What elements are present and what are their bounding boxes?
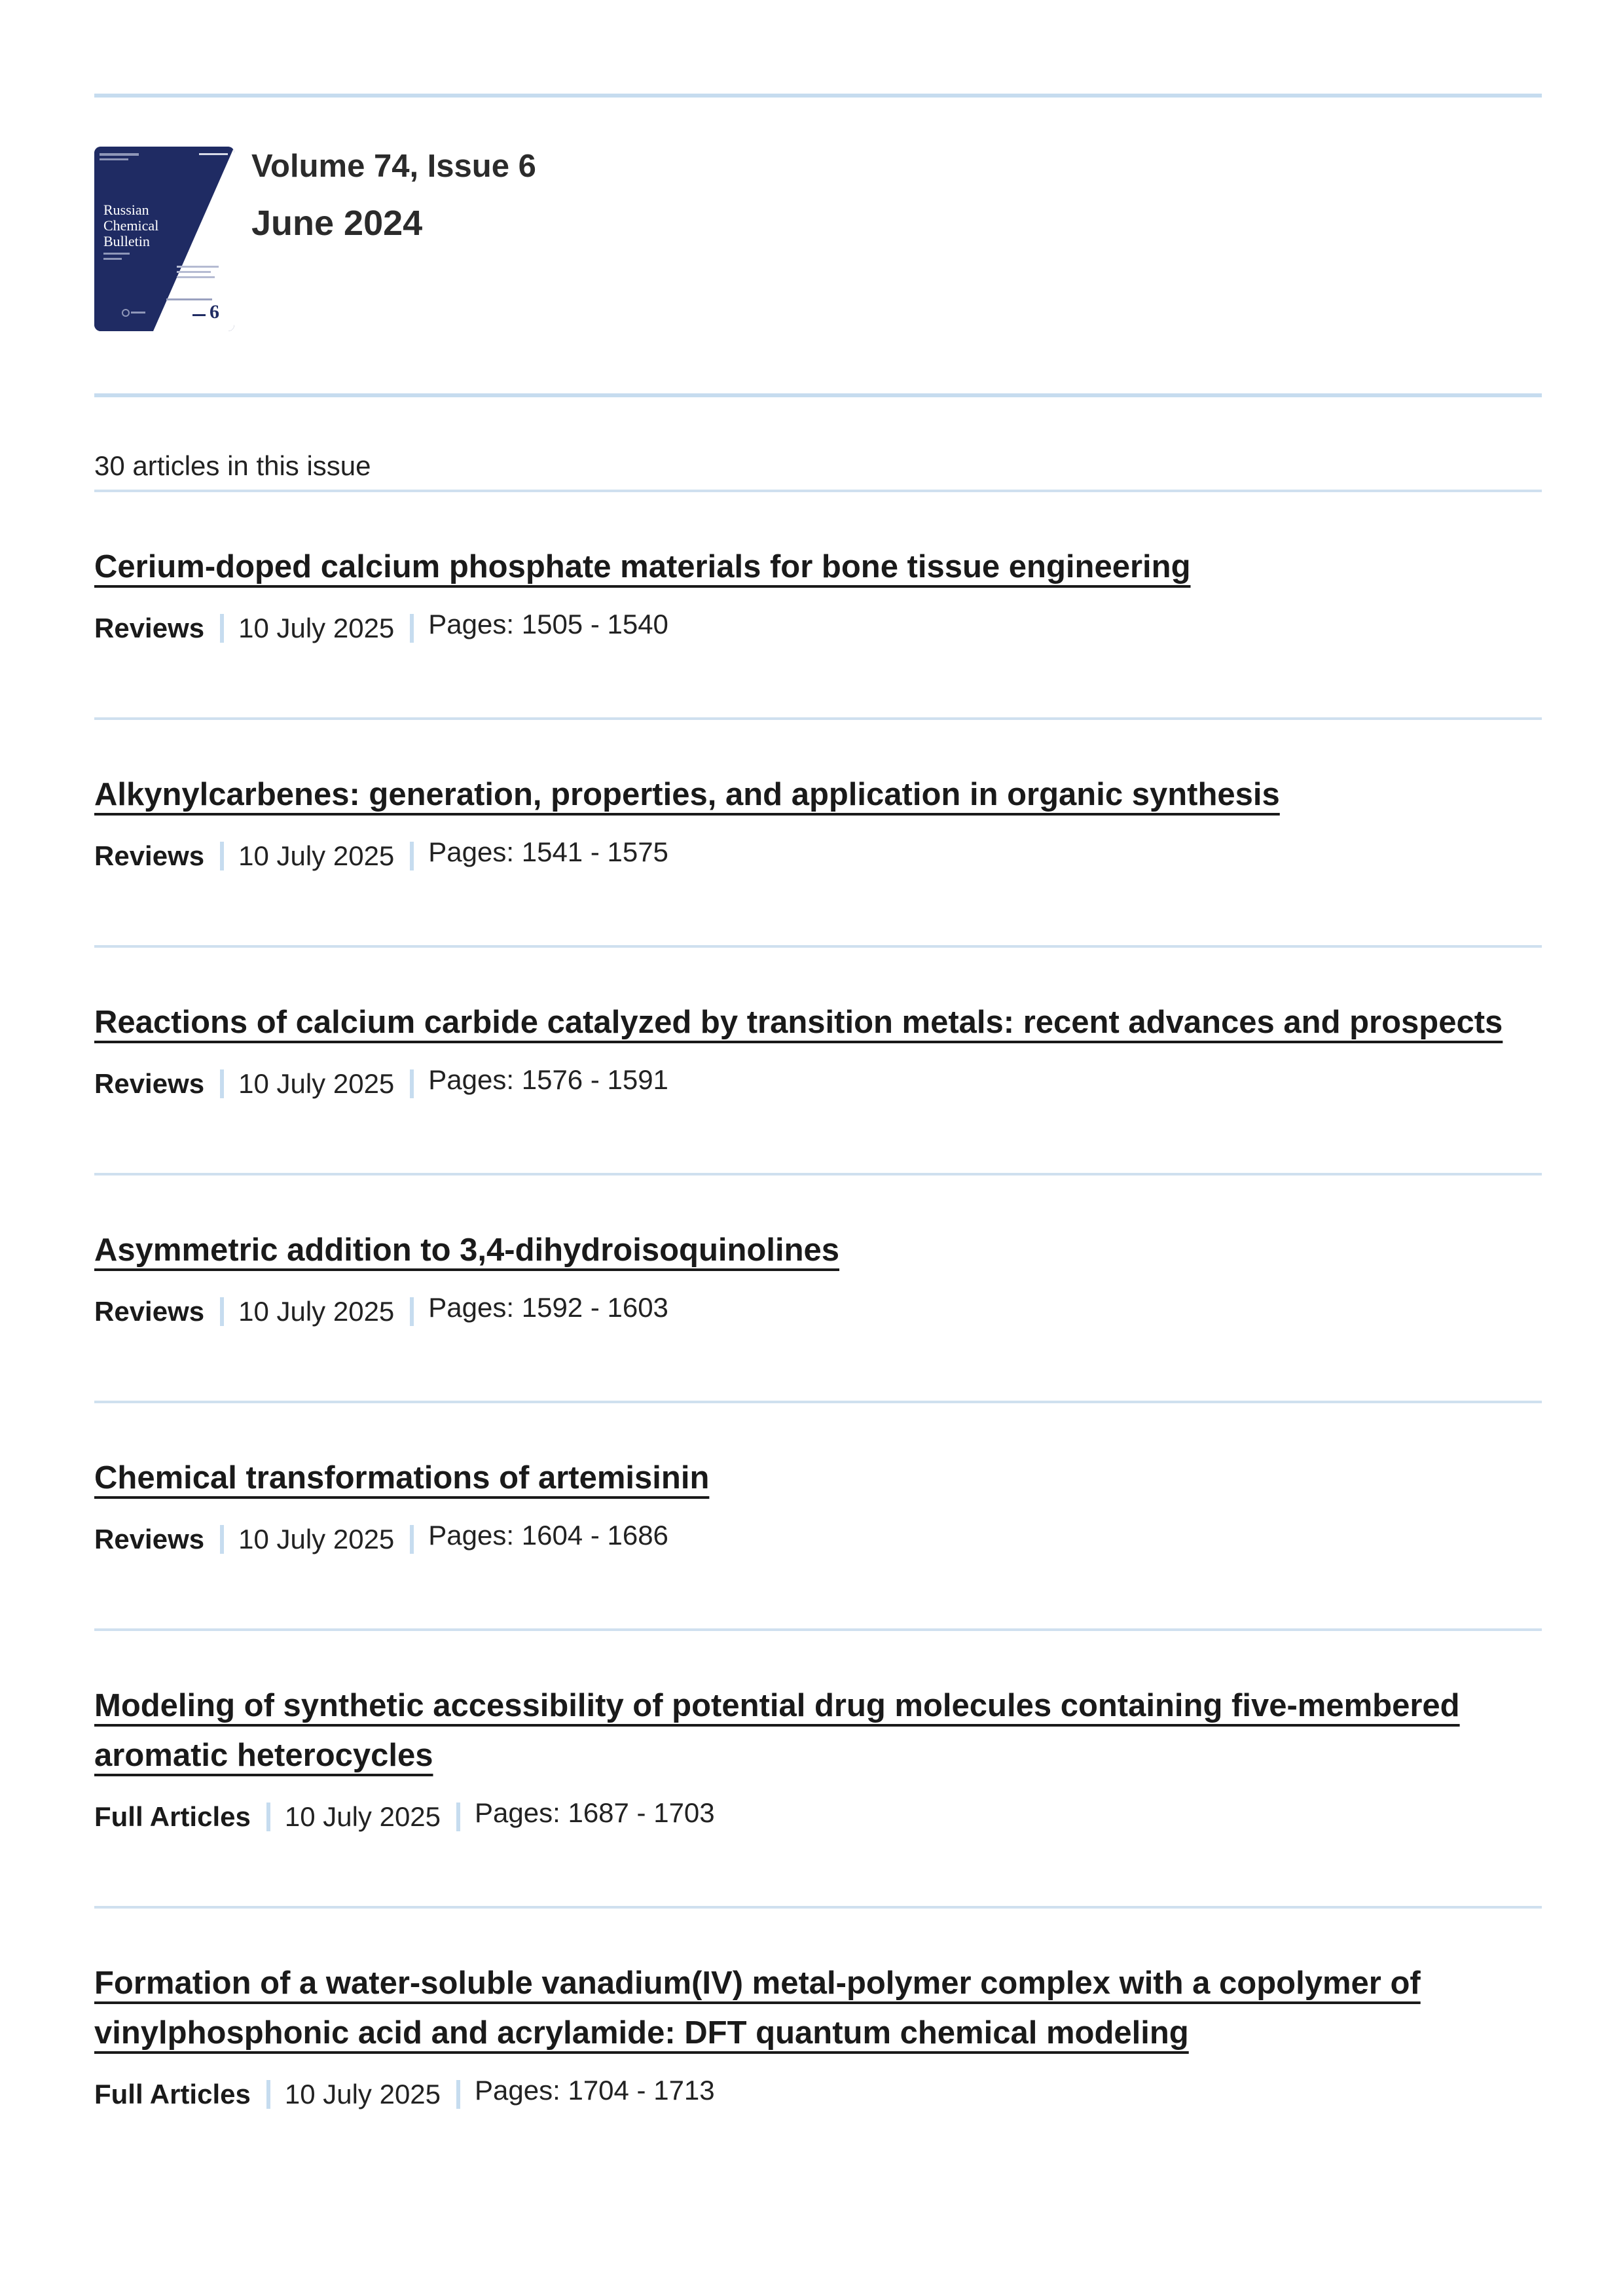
article-divider — [94, 717, 1542, 720]
article-date: 10 July 2025 — [238, 1296, 395, 1327]
article-item — [94, 1225, 1542, 1331]
meta-separator — [410, 614, 414, 643]
article-title-link[interactable]: Modeling of synthetic accessibility of potential drug molecules containing five-membered aromatic heterocycles — [94, 1688, 1460, 1773]
article-divider — [94, 1173, 1542, 1175]
article-type: Full Articles — [94, 2079, 251, 2109]
meta-separator — [456, 2080, 460, 2109]
article-pages: Pages: 1687 - 1703 — [475, 1797, 715, 1828]
meta-separator — [410, 1069, 414, 1098]
article-title-link[interactable]: Asymmetric addition to 3,4-dihydroisoquinolines — [94, 1232, 840, 1268]
article-item — [94, 542, 1542, 648]
article-title-link[interactable]: Alkynylcarbenes: generation, properties, and application in organic synthesis — [94, 777, 1280, 812]
cover-title-line-3: Bulletin — [103, 233, 150, 249]
article-pages: Pages: 1704 - 1713 — [475, 2075, 715, 2106]
article-date: 10 July 2025 — [238, 1524, 395, 1554]
article-date: 10 July 2025 — [238, 1068, 395, 1099]
cover-issue-number: 6 — [210, 301, 219, 323]
meta-separator — [410, 1297, 414, 1326]
meta-separator — [220, 1297, 224, 1326]
journal-cover-thumbnail[interactable] — [94, 147, 234, 331]
article-pages: Pages: 1592 - 1603 — [428, 1292, 668, 1323]
article-title-link[interactable]: Chemical transformations of artemisinin — [94, 1460, 710, 1496]
article-meta — [94, 836, 1542, 876]
meta-separator — [220, 842, 224, 870]
article-title-link[interactable]: Cerium-doped calcium phosphate materials for bone tissue engineering — [94, 549, 1191, 584]
meta-separator — [410, 842, 414, 870]
cover-title-line-1: Russian — [103, 202, 149, 218]
issue-date: June 2024 — [251, 204, 423, 243]
article-date: 10 July 2025 — [284, 2079, 441, 2109]
article-meta — [94, 1064, 1542, 1103]
article-item — [94, 997, 1542, 1103]
meta-separator — [410, 1525, 414, 1554]
article-type: Reviews — [94, 1296, 205, 1327]
article-date: 10 July 2025 — [284, 1801, 441, 1832]
article-meta — [94, 1292, 1542, 1331]
article-divider — [94, 945, 1542, 948]
article-meta — [94, 609, 1542, 648]
article-pages: Pages: 1576 - 1591 — [428, 1064, 668, 1095]
cover-title-line-2: Chemical — [103, 217, 159, 234]
article-date: 10 July 2025 — [238, 840, 395, 871]
article-meta — [94, 1520, 1542, 1559]
article-type: Full Articles — [94, 1801, 251, 1832]
meta-separator — [266, 2080, 270, 2109]
meta-separator — [220, 614, 224, 643]
article-pages: Pages: 1604 - 1686 — [428, 1520, 668, 1551]
article-type: Reviews — [94, 1524, 205, 1554]
meta-separator — [266, 1803, 270, 1831]
article-item — [94, 1681, 1542, 1837]
meta-separator — [456, 1803, 460, 1831]
article-date: 10 July 2025 — [238, 613, 395, 643]
article-divider — [94, 1401, 1542, 1403]
article-item — [94, 770, 1542, 876]
article-divider — [94, 1628, 1542, 1631]
header-divider — [94, 393, 1542, 397]
article-meta — [94, 1797, 1542, 1837]
article-item — [94, 1958, 1542, 2114]
article-item — [94, 1453, 1542, 1559]
top-divider — [94, 94, 1542, 98]
article-title-link[interactable]: Reactions of calcium carbide catalyzed by transition metals: recent advances and prospects — [94, 1005, 1503, 1040]
article-pages: Pages: 1505 - 1540 — [428, 609, 668, 639]
meta-separator — [220, 1069, 224, 1098]
article-pages: Pages: 1541 - 1575 — [428, 836, 668, 867]
article-type: Reviews — [94, 840, 205, 871]
meta-separator — [220, 1525, 224, 1554]
article-type: Reviews — [94, 613, 205, 643]
articles-count: 30 articles in this issue — [94, 450, 371, 481]
article-type: Reviews — [94, 1068, 205, 1099]
count-divider — [94, 490, 1542, 492]
issue-volume: Volume 74, Issue 6 — [251, 149, 536, 184]
article-title-link[interactable]: Formation of a water-soluble vanadium(IV) metal-polymer complex with a copolymer of vinylphosphonic acid and acrylamide: DFT quantum chemical modeling — [94, 1965, 1421, 2051]
article-meta — [94, 2075, 1542, 2114]
article-divider — [94, 1906, 1542, 1909]
